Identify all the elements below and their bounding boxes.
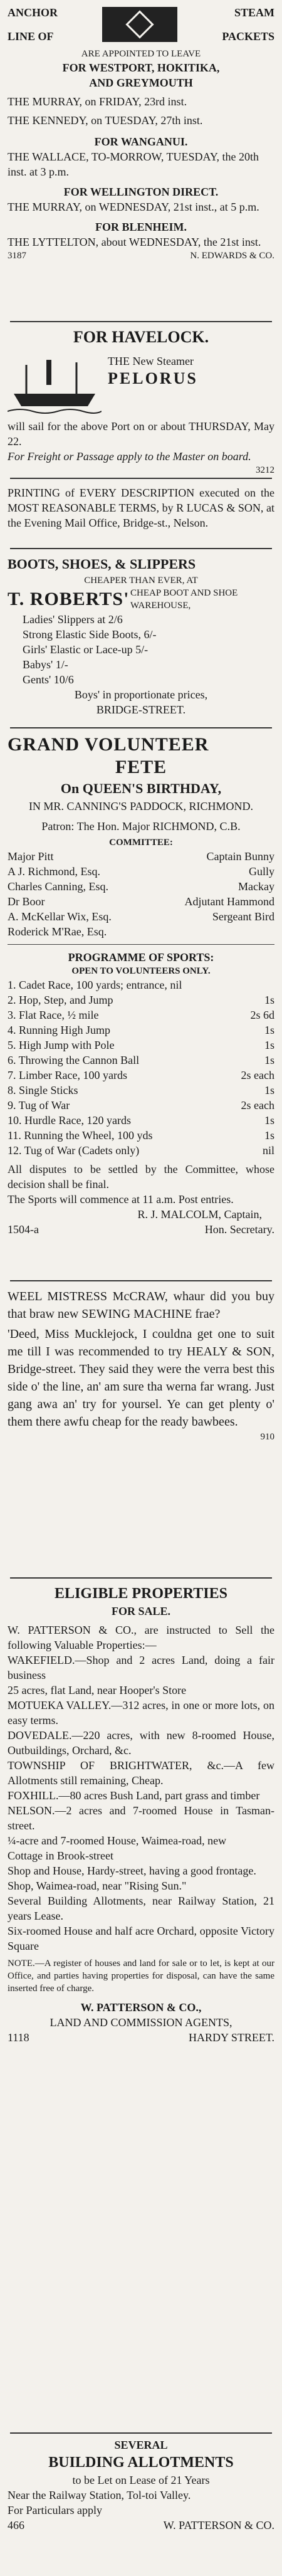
agents-name: N. EDWARDS & CO. [190, 251, 274, 261]
ad-reference: 1504-a [8, 1223, 39, 1236]
committee-row-cell: Gully [248, 865, 274, 878]
divider [10, 321, 272, 322]
price-line: Gents' 10/6 [23, 673, 74, 686]
steamer-name: PELORUS [108, 369, 198, 387]
committee-row-cell: Captain Bunny [206, 850, 274, 863]
ad-reference: 1118 [8, 2031, 29, 2044]
event-row-cell: 1s [264, 1129, 274, 1142]
committee-row-cell: A. McKellar Wix, Esq. [8, 910, 112, 923]
event-row-cell: 1s [264, 1039, 274, 1051]
fete-place: IN MR. CANNING'S PADDOCK, RICHMOND. [28, 800, 254, 812]
committee-row-cell: Sergeant Bird [212, 910, 274, 923]
fete-title-2: FETE [115, 757, 167, 777]
event-row-cell: 9. Tug of War [8, 1099, 70, 1112]
allotments-line-1: to be Let on Lease of 21 Years [72, 2474, 210, 2486]
allotments-ad [8, 2437, 274, 2533]
committee-row-cell: A J. Richmond, Esq. [8, 865, 101, 878]
committee-row [8, 849, 274, 864]
havelock-line-1: THE New Steamer [108, 355, 194, 367]
property-item: NELSON.—2 acres and 7-roomed House in Tasman-street. [8, 1804, 274, 1832]
allotments-title: BUILDING ALLOTMENTS [48, 2454, 234, 2471]
committee-row-cell: Roderick M'Rae, Esq. [8, 925, 107, 938]
event-row-cell: 8. Single Sticks [8, 1084, 78, 1096]
committee-list [8, 849, 274, 939]
havelock-freight: For Freight or Passage apply to the Master on board. [8, 450, 251, 463]
packets-label: PACKETS [222, 30, 274, 43]
event-row-cell: 2s each [241, 1099, 274, 1112]
boots-sub: CHEAPER THAN EVER, AT [84, 576, 198, 586]
ad-reference: 466 [8, 2519, 24, 2531]
firm-name: W. PATTERSON & CO., [80, 2001, 202, 2014]
sailing-kennedy: THE KENNEDY, on TUESDAY, 27th inst. [8, 114, 203, 127]
event-row-cell: nil [262, 1144, 274, 1157]
event-row-cell: 1s [264, 1114, 274, 1127]
event-row [8, 977, 274, 992]
properties-note: NOTE.—A register of houses and land for sale or to let, is kept at our Office, and parties having properties for disposal, can have the same inserted free of charge. [8, 1958, 274, 1994]
event-row-cell: 1s [264, 1084, 274, 1096]
event-row [8, 1143, 274, 1158]
boots-heading: BOOTS, SHOES, & SLIPPERS [8, 556, 196, 572]
event-row-cell: 11. Running the Wheel, 100 yds [8, 1129, 153, 1142]
event-row [8, 1083, 274, 1098]
mccraw-question: WEEL MISTRESS McCRAW, whaur did you buy that braw new SEWING MACHINE frae? [8, 1290, 274, 1321]
committee-row [8, 879, 274, 894]
fete-disputes: All disputes to be settled by the Committee, whose decision shall be final. [8, 1163, 274, 1191]
event-row-cell: 6. Throwing the Cannon Ball [8, 1054, 140, 1066]
destination-wanganui: FOR WANGANUI. [94, 135, 188, 148]
property-item: Shop, Waimea-road, near "Rising Sun." [8, 1879, 187, 1892]
committee-row [8, 864, 274, 879]
sailing-wallace: THE WALLACE, TO-MORROW, TUESDAY, the 20th inst. at 3 p.m. [8, 150, 259, 178]
property-item: Six-roomed House and half acre Orchard, opposite Victory Square [8, 1925, 274, 1952]
event-row-cell: 2. Hop, Step, and Jump [8, 994, 113, 1006]
price-line: Ladies' Slippers at 2/6 [23, 613, 123, 626]
destination-greymouth: AND GREYMOUTH [89, 76, 193, 89]
divider [10, 478, 272, 479]
property-item: Cottage in Brook-street [8, 1849, 113, 1862]
allotments-line-3: For Particulars apply [8, 2504, 102, 2516]
event-row [8, 1128, 274, 1143]
event-row-cell: 1s [264, 1054, 274, 1066]
boots-ad [8, 554, 274, 717]
event-row-cell: 12. Tug of War (Cadets only) [8, 1144, 140, 1157]
property-item: TOWNSHIP OF BRIGHTWATER, &c.—A few Allotments still remaining, Cheap. [8, 1759, 274, 1787]
committee-row-cell: Major Pitt [8, 850, 54, 863]
committee-heading: COMMITTEE: [109, 838, 173, 848]
price-line: Babys' 1/- [23, 658, 68, 671]
price-line: Strong Elastic Side Boots, 6/- [23, 628, 157, 641]
sailing-murray: THE MURRAY, on FRIDAY, 23rd inst. [8, 95, 187, 108]
fete-date: On QUEEN'S BIRTHDAY, [60, 781, 222, 796]
property-list [8, 1653, 274, 1953]
properties-heading: ELIGIBLE PROPERTIES [55, 1585, 227, 1602]
committee-row [8, 909, 274, 924]
firm-street: HARDY STREET. [189, 2031, 274, 2044]
havelock-heading: FOR HAVELOCK. [73, 328, 209, 346]
event-row-cell: 2s each [241, 1069, 274, 1081]
event-row [8, 1023, 274, 1038]
property-item: WAKEFIELD.—Shop and 2 acres Land, doing a fair business [8, 1654, 274, 1681]
allotments-several: SEVERAL [114, 2439, 168, 2451]
price-line: Girls' Elastic or Lace-up 5/- [23, 643, 149, 656]
shop-name: CHEAP BOOT AND SHOE WAREHOUSE, [130, 588, 238, 611]
steam-label: STEAM [234, 6, 274, 19]
fete-title: GRAND VOLUNTEER [8, 734, 209, 755]
fete-ad [8, 733, 274, 1237]
event-row-cell: 7. Limber Race, 100 yards [8, 1069, 127, 1081]
allotments-signature: W. PATTERSON & CO. [163, 2519, 274, 2531]
event-row-cell: 2s 6d [250, 1009, 274, 1021]
shop-address: BRIDGE-STREET. [96, 703, 186, 716]
destination-blenheim: FOR BLENHEIM. [95, 221, 187, 233]
committee-row-cell: Mackay [238, 880, 274, 893]
printing-ad: PRINTING of EVERY DESCRIPTION executed on the MOST REASONABLE TERMS, by R LUCAS & SON, at the Evening Mail Office, Bridge-st., Nelson. [8, 486, 274, 529]
property-item: ¼-acre and 7-roomed House, Waimea-road, new [8, 1834, 227, 1847]
property-item: Shop and House, Hardy-street, having a good frontage. [8, 1864, 256, 1877]
event-row-cell: 3. Flat Race, ½ mile [8, 1009, 99, 1021]
havelock-sailing: will sail for the above Port on or about THURSDAY, May 22. [8, 420, 274, 448]
property-item: MOTUEKA VALLEY.—312 acres, in one or more lots, on easy terms. [8, 1699, 274, 1727]
committee-row [8, 924, 274, 939]
sewing-machine-ad [8, 1288, 274, 1443]
sailing-murray-wellington: THE MURRAY, on WEDNESDAY, 21st inst., at 5 p.m. [8, 201, 259, 213]
havelock-ad [8, 327, 274, 476]
event-row [8, 1068, 274, 1083]
divider [10, 1280, 272, 1281]
event-row-cell: 1. Cadet Race, 100 yards; entrance, nil [8, 979, 182, 991]
ad-reference: 3212 [256, 465, 274, 475]
mccraw-answer: 'Deed, Miss Mucklejock, I couldna get one to suit me till I was recommended to try HEALY & SON, Bridge-street. They said they were the verra best this side o' the line, an' am sure tha werna far wrang. Just gang awa an' try for yoursel. Ye can get plenty o' them there awfu cheap for the ready bawbees. [8, 1327, 274, 1429]
sailing-lyttelton: THE LYTTELTON, about WEDNESDAY, the 21st inst. [8, 236, 261, 248]
fete-secretary: Hon. Secretary. [204, 1223, 274, 1236]
ad-reference: 3187 [8, 251, 26, 261]
divider [10, 548, 272, 549]
committee-row [8, 894, 274, 909]
firm-agents: LAND AND COMMISSION AGENTS, [50, 2016, 232, 2029]
anchor-line-ad [8, 5, 274, 262]
property-item: FOXHILL.—80 acres Bush Land, part grass and timber [8, 1789, 260, 1802]
property-item: DOVEDALE.—220 acres, with new 8-roomed House, Outbuildings, Orchard, &c. [8, 1729, 274, 1757]
anchor-label: ANCHOR [8, 6, 58, 19]
event-row-cell: 1s [264, 994, 274, 1006]
line-of-label: LINE OF [8, 30, 54, 43]
price-line: Boys' in proportionate prices, [74, 688, 208, 701]
event-row [8, 992, 274, 1007]
events-list [8, 977, 274, 1158]
destination-wellington: FOR WELLINGTON DIRECT. [63, 186, 219, 198]
fete-start: The Sports will commence at 11 a.m. Post entries. [8, 1193, 234, 1206]
divider [10, 2432, 272, 2434]
properties-sub: FOR SALE. [111, 1605, 171, 1617]
programme-open: OPEN TO VOLUNTEERS ONLY. [71, 966, 211, 976]
event-row-cell: 5. High Jump with Pole [8, 1039, 115, 1051]
ad-reference: 910 [260, 1432, 274, 1442]
event-row-cell: 1s [264, 1024, 274, 1036]
committee-row-cell: Adjutant Hammond [184, 895, 274, 908]
shop-owner: T. ROBERTS' [8, 589, 130, 609]
appointed-text: ARE APPOINTED TO LEAVE [81, 49, 201, 59]
fete-signature: R. J. MALCOLM, Captain, [137, 1208, 262, 1221]
event-row [8, 1038, 274, 1053]
flag-icon [102, 7, 177, 42]
event-row [8, 1113, 274, 1128]
destination-westport: FOR WESTPORT, HOKITIKA, [62, 61, 220, 74]
divider [10, 727, 272, 728]
property-item: Several Building Allotments, near Railway Station, 21 years Lease. [8, 1895, 274, 1922]
properties-ad [8, 1584, 274, 2045]
event-row [8, 1098, 274, 1113]
event-row [8, 1053, 274, 1068]
fete-patron: Patron: The Hon. Major RICHMOND, C.B. [41, 820, 241, 833]
committee-row-cell: Charles Canning, Esq. [8, 880, 108, 893]
property-item: 25 acres, flat Land, near Hooper's Store [8, 1684, 187, 1696]
event-row-cell: 10. Hurdle Race, 120 yards [8, 1114, 131, 1127]
committee-row-cell: Dr Boor [8, 895, 45, 908]
divider [10, 1577, 272, 1579]
allotments-line-2: Near the Railway Station, Tol-toi Valley. [8, 2489, 191, 2501]
event-row [8, 1007, 274, 1023]
event-row-cell: 4. Running High Jump [8, 1024, 111, 1036]
properties-intro: W. PATTERSON & CO., are instructed to Sell the following Valuable Properties:— [8, 1624, 274, 1651]
programme-heading: PROGRAMME OF SPORTS: [68, 951, 214, 964]
steamer-icon [8, 354, 102, 419]
